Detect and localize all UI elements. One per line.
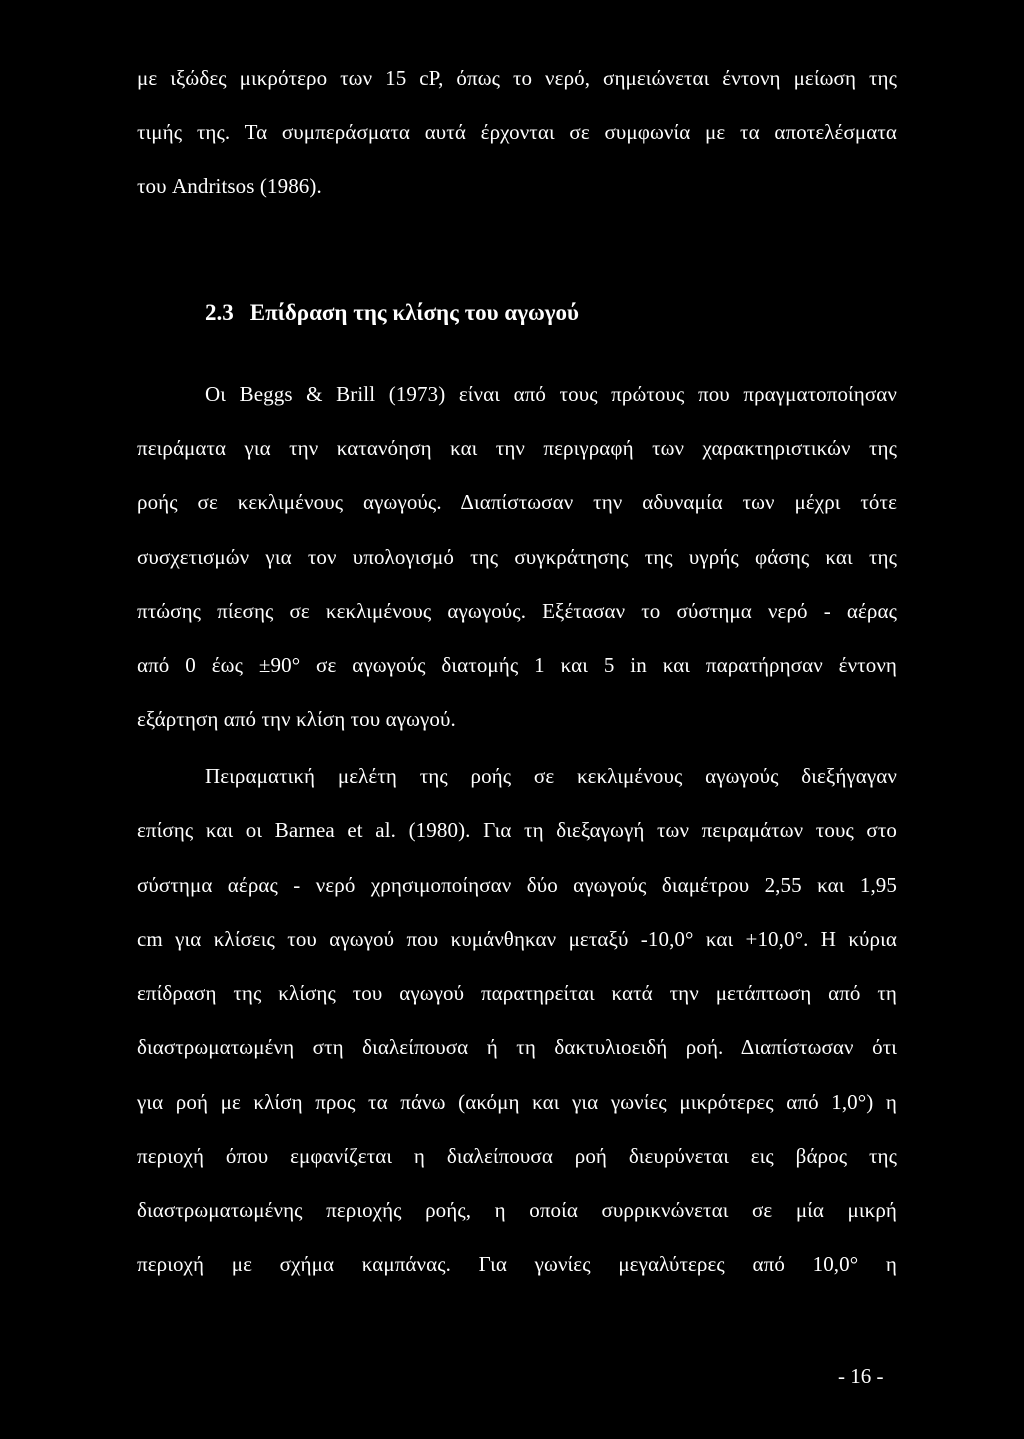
body-text-line: επίσης και οι Barnea et al. (1980). Για τη διεξαγωγή των πειραμάτων τους στο bbox=[137, 818, 897, 842]
section-heading bbox=[205, 298, 579, 328]
body-text-line: διαστρωματωμένης περιοχής ροής, η οποία συρρικνώνεται σε μία μικρή bbox=[137, 1198, 897, 1222]
body-text-line: Πειραματική μελέτη της ροής σε κεκλιμένους αγωγούς διεξήγαγαν bbox=[205, 764, 897, 788]
body-text-line: με ιξώδες μικρότερο των 15 cP, όπως το νερό, σημειώνεται έντονη μείωση της bbox=[137, 66, 897, 90]
body-text-line: Οι Beggs & Brill (1973) είναι από τους πρώτους που πραγματοποίησαν bbox=[205, 382, 897, 406]
body-text-line: πτώσης πίεσης σε κεκλιμένους αγωγούς. Εξέτασαν το σύστημα νερό - αέρας bbox=[137, 599, 897, 623]
body-text-line: του Andritsos (1986). bbox=[137, 174, 322, 198]
section-title: Επίδραση της κλίσης του αγωγού bbox=[249, 300, 579, 325]
body-text-line: επίδραση της κλίσης του αγωγού παρατηρείται κατά την μετάπτωση από τη bbox=[137, 981, 897, 1005]
page-number: - 16 - bbox=[838, 1364, 884, 1388]
body-text-line: περιοχή με σχήμα καμπάνας. Για γωνίες μεγαλύτερες από 10,0° η bbox=[137, 1252, 897, 1276]
body-text-line: cm για κλίσεις του αγωγού που κυμάνθηκαν μεταξύ -10,0° και +10,0°. Η κύρια bbox=[137, 927, 897, 951]
body-text-line: περιοχή όπου εμφανίζεται η διαλείπουσα ροή διευρύνεται εις βάρος της bbox=[137, 1144, 897, 1168]
section-number: 2.3 bbox=[205, 300, 234, 325]
body-text-line: για ροή με κλίση προς τα πάνω (ακόμη και για γωνίες μικρότερες από 1,0°) η bbox=[137, 1090, 897, 1114]
body-text-line: ροής σε κεκλιμένους αγωγούς. Διαπίστωσαν την αδυναμία των μέχρι τότε bbox=[137, 490, 897, 514]
body-text-line: πειράματα για την κατανόηση και την περιγραφή των χαρακτηριστικών της bbox=[137, 436, 897, 460]
body-text-line: εξάρτηση από την κλίση του αγωγού. bbox=[137, 707, 456, 731]
body-text-line: διαστρωματωμένη στη διαλείπουσα ή τη δακτυλιοειδή ροή. Διαπίστωσαν ότι bbox=[137, 1035, 897, 1059]
body-text-line: από 0 έως ±90° σε αγωγούς διατομής 1 και 5 in και παρατήρησαν έντονη bbox=[137, 653, 897, 677]
body-text-line: συσχετισμών για τον υπολογισμό της συγκράτησης της υγρής φάσης και της bbox=[137, 545, 897, 569]
body-text-line: τιμής της. Τα συμπεράσματα αυτά έρχονται σε συμφωνία με τα αποτελέσματα bbox=[137, 120, 897, 144]
body-text-line: σύστημα αέρας - νερό χρησιμοποίησαν δύο αγωγούς διαμέτρου 2,55 και 1,95 bbox=[137, 873, 897, 897]
